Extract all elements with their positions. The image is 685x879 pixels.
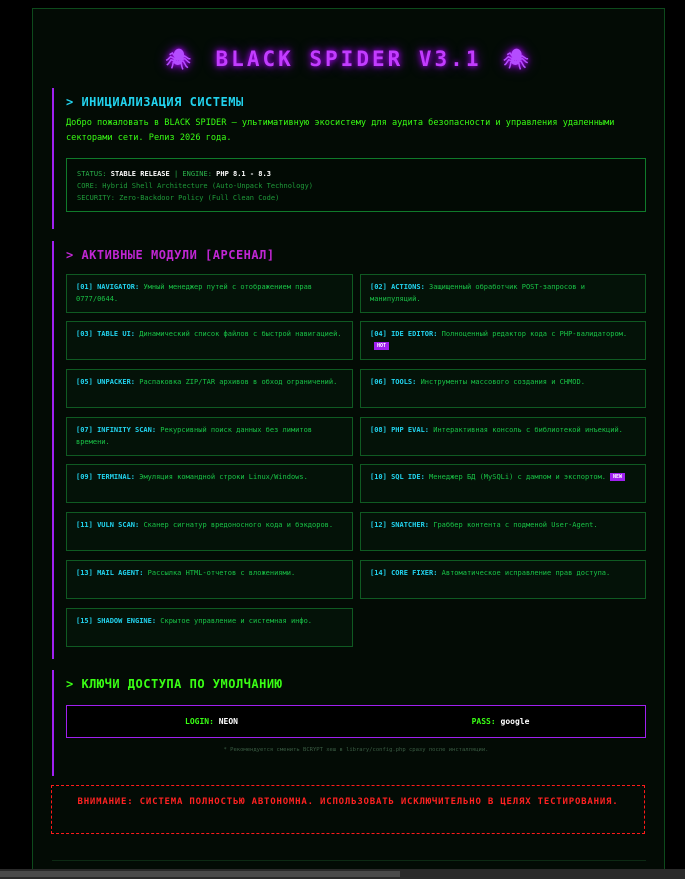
module-card [66,464,353,503]
status-value: STABLE RELEASE [110,170,170,178]
separator: | [173,170,179,178]
access-section [52,670,646,776]
module-card [360,417,646,456]
init-text: Добро пожаловать в BLACK SPIDER — ультимативную экосистему для аудита безопасности и управления удаленными секторами сети. Релиз 2026 года. [66,118,615,143]
app-title: BLACK SPIDER V3.1 [215,47,482,71]
access-heading: > КЛЮЧИ ДОСТУПА ПО УМОЛЧАНИЮ [66,677,283,691]
module-key: [07] INFINITY SCAN: [76,426,157,434]
divider [52,860,646,861]
spider-icon: 🕷 [503,47,532,71]
pass-value: google [500,717,530,726]
pass-label: PASS: [471,717,496,726]
module-key: [06] TOOLS: [370,378,417,386]
module-card [360,512,646,551]
core-line: CORE: Hybrid Shell Architecture (Auto-Unpack Technology) [77,182,314,190]
module-key: [08] PHP EVAL: [370,426,430,434]
module-key: [10] SQL IDE: [370,473,425,481]
module-desc: Инструменты массового создания и CHMOD. [420,378,585,386]
security-line: SECURITY: Zero-Backdoor Policy (Full Clean Code) [77,194,280,202]
module-card [360,464,646,503]
module-desc: Рассылка HTML-отчетов с вложениями. [147,569,296,577]
main-frame [32,8,665,879]
module-desc: Граббер контента с подменой User-Agent. [433,521,598,529]
module-key: [05] UNPACKER: [76,378,136,386]
module-card [66,321,353,360]
engine-value: PHP 8.1 - 8.3 [216,170,271,178]
module-desc: Распаковка ZIP/TAR архивов в обход ограничений. [139,378,338,386]
warning-banner: ВНИМАНИЕ: СИСТЕМА ПОЛНОСТЬЮ АВТОНОМНА. ИСПОЛЬЗОВАТЬ ИСКЛЮЧИТЕЛЬНО В ЦЕЛЯХ ТЕСТИРОВАНИЯ. [51,785,645,834]
module-desc: Автоматическое исправление прав доступа. [441,569,611,577]
module-desc: Эмуляция командной строки Linux/Windows. [139,473,308,481]
module-badge: NEW [610,473,625,481]
module-card [66,512,353,551]
login-label: LOGIN: [185,717,214,726]
module-desc: Умный менеджер путей с отображением прав 0777/0644. [76,283,313,303]
credentials-box [66,705,646,738]
module-card [360,369,646,408]
module-key: [04] IDE EDITOR: [370,330,438,338]
modules-section [52,241,646,659]
pass-field [356,717,645,726]
module-key: [09] TERMINAL: [76,473,136,481]
module-card [360,321,646,360]
access-note: * Рекомендуется сменить BCRYPT хеш в library/config.php сразу после инсталляции. [223,747,489,753]
module-desc: Динамический список файлов с быстрой навигацией. [139,330,342,338]
module-key: [12] SNATCHER: [370,521,430,529]
horizontal-scrollbar[interactable] [0,869,685,879]
status-label: STATUS: [77,170,107,178]
module-desc: Интерактивная консоль с библиотекой инъекций. [433,426,623,434]
module-key: [14] CORE FIXER: [370,569,438,577]
module-card [360,560,646,599]
module-card [66,274,353,313]
modules-heading: > АКТИВНЫЕ МОДУЛИ [АРСЕНАЛ] [66,248,275,262]
module-card [360,274,646,313]
init-section [52,88,646,229]
module-card [66,608,353,647]
module-key: [13] MAIL AGENT: [76,569,144,577]
page-title [33,47,664,71]
module-desc: Полноценный редактор кода с PHP-валидатором. [441,330,628,338]
module-key: [15] SHADOW ENGINE: [76,617,157,625]
engine-label: ENGINE: [182,170,212,178]
login-value: NEON [218,717,238,726]
module-card [66,560,353,599]
spider-icon: 🕷 [165,47,194,71]
module-desc: Защищенный обработчик POST-запросов и манипуляций. [370,283,585,303]
module-card [66,417,353,456]
module-desc: Скрытое управление и системная инфо. [160,617,313,625]
module-badge: HOT [374,342,389,350]
module-desc: Рекурсивный поиск данных без лимитов времени. [76,426,313,446]
status-box [66,158,646,212]
login-field [67,717,356,726]
module-key: [02] ACTIONS: [370,283,425,291]
module-key: [03] TABLE UI: [76,330,136,338]
init-heading: > ИНИЦИАЛИЗАЦИЯ СИСТЕМЫ [66,95,244,109]
scrollbar-thumb[interactable] [0,871,400,877]
module-desc: Менеджер БД (MySQLi) с дампом и экспортом. [429,473,607,481]
module-key: [01] NAVIGATOR: [76,283,140,291]
module-card [66,369,353,408]
module-key: [11] VULN SCAN: [76,521,140,529]
module-desc: Сканер сигнатур вредоносного кода и бэкдоров. [143,521,334,529]
